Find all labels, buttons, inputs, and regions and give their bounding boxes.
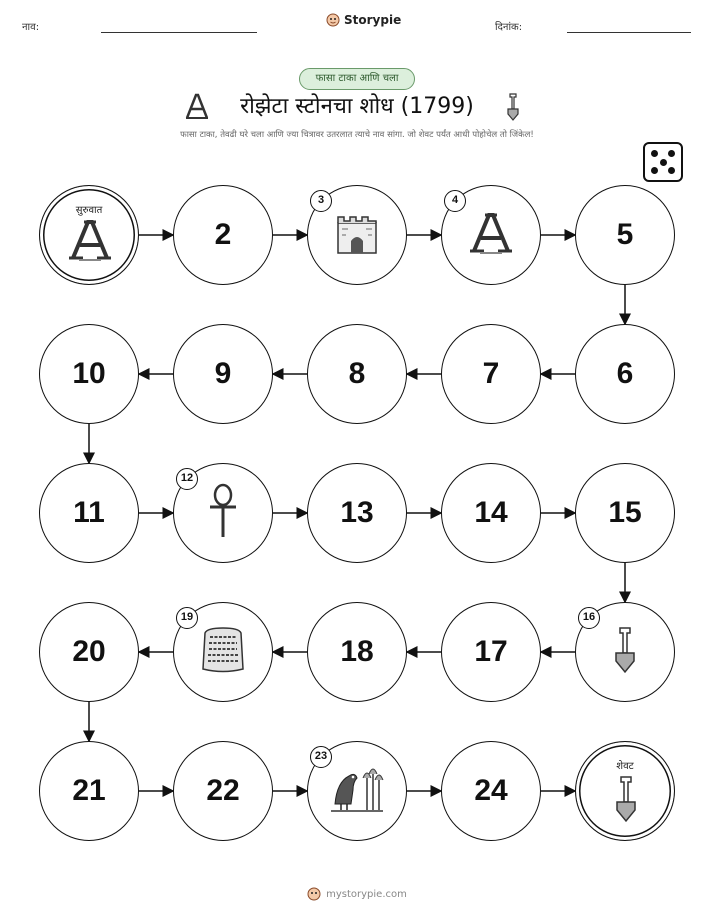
square-number: 21 <box>72 774 106 807</box>
instructions: फासा टाका, तेवढी घरे चला आणि ज्या चित्रावर उतरलात त्याचे नाव सांगा. जो शेवट पर्यंत आधी पोहोचेल तो जिंकेल! <box>180 130 534 140</box>
square-number: 5 <box>616 218 634 251</box>
board-square-7 <box>441 324 541 424</box>
board-square-4 <box>441 185 541 285</box>
square-number-badge: 19 <box>176 607 198 629</box>
page-title: रोझेटा स्टोनचा शोध (1799) <box>240 94 474 119</box>
square-number-badge: 12 <box>176 468 198 490</box>
shovel-icon <box>601 774 651 828</box>
stone-tablet-icon <box>198 625 248 679</box>
square-number: 18 <box>340 635 374 668</box>
board-square-21 <box>39 741 139 841</box>
square-number-badge: 3 <box>310 190 332 212</box>
square-number: 15 <box>608 496 642 529</box>
board-square-6 <box>575 324 675 424</box>
board-square-12 <box>173 463 273 563</box>
square-number-badge: 4 <box>444 190 466 212</box>
board-square-8 <box>307 324 407 424</box>
board-square-11 <box>39 463 139 563</box>
square-number: 10 <box>72 357 106 390</box>
square-number: 2 <box>214 218 232 251</box>
square-number: 8 <box>348 357 366 390</box>
footer <box>0 887 714 901</box>
shovel-icon <box>600 625 650 679</box>
hieroglyph-bird-icon <box>329 764 385 818</box>
square-number: 22 <box>206 774 240 807</box>
square-number-badge: 16 <box>578 607 600 629</box>
square-number: 24 <box>474 774 508 807</box>
alpha-icon <box>65 218 115 266</box>
square-number-badge: 23 <box>310 746 332 768</box>
board-square-16 <box>575 602 675 702</box>
board-square-14 <box>441 463 541 563</box>
square-number: 11 <box>73 496 105 529</box>
game-type-badge: फासा टाका आणि चला <box>299 68 415 90</box>
finish-label: शेवट <box>616 761 634 772</box>
name-label: नाव: <box>22 22 40 33</box>
square-number: 7 <box>482 357 500 390</box>
square-number: 14 <box>474 496 508 529</box>
board-square-24 <box>441 741 541 841</box>
board-square-13 <box>307 463 407 563</box>
board-square-finish <box>575 741 675 841</box>
brand-name: Storypie <box>344 13 402 27</box>
board-square-20 <box>39 602 139 702</box>
board-square-9 <box>173 324 273 424</box>
board-square-23 <box>307 741 407 841</box>
ankh-icon <box>198 483 248 543</box>
alpha-icon <box>466 211 516 259</box>
square-number: 9 <box>214 357 232 390</box>
board-square-5 <box>575 185 675 285</box>
board-square-10 <box>39 324 139 424</box>
square-number: 20 <box>72 635 106 668</box>
board-square-15 <box>575 463 675 563</box>
storypie-mascot-icon <box>307 887 321 901</box>
board-square-18 <box>307 602 407 702</box>
square-number: 13 <box>340 496 374 529</box>
board-square-2 <box>173 185 273 285</box>
board-square-22 <box>173 741 273 841</box>
footer-url: mystorypie.com <box>326 888 407 900</box>
board-square-3 <box>307 185 407 285</box>
square-number: 17 <box>474 635 508 668</box>
board-square-17 <box>441 602 541 702</box>
board-square-start <box>39 185 139 285</box>
board-square-19 <box>173 602 273 702</box>
date-label: दिनांक: <box>495 22 523 33</box>
castle-icon <box>332 211 382 259</box>
square-number: 6 <box>616 357 634 390</box>
start-label: सुरुवात <box>75 205 103 216</box>
